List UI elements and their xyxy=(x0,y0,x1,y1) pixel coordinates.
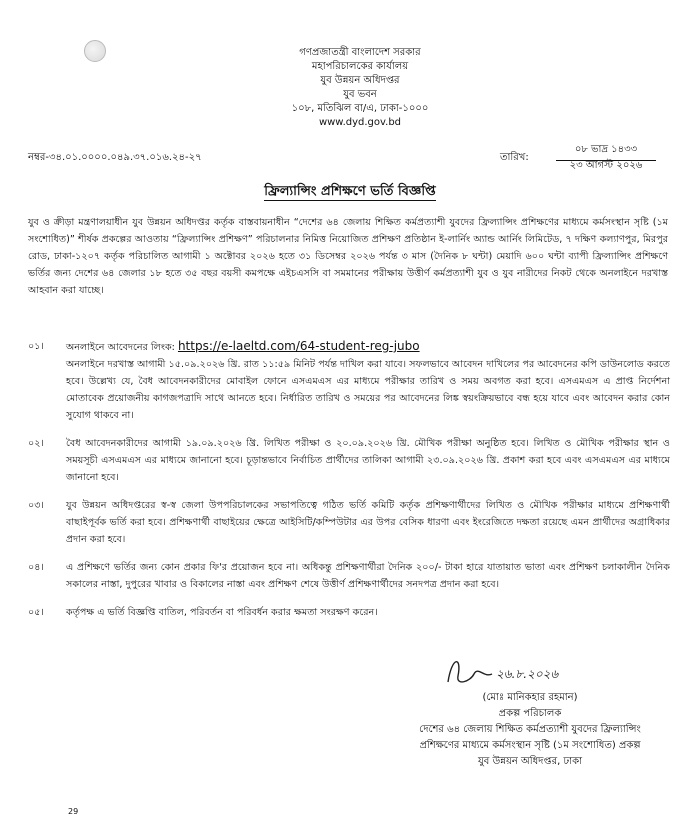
list-item xyxy=(28,435,670,486)
page-number: 29 xyxy=(68,807,79,816)
intro-paragraph: যুব ও ক্রীড়া মন্ত্রণালয়াধীন যুব উন্নয়ন অধিদপ্তর কর্তৃক বাস্তবায়নাধীন “দেশের ৬৪ জেলায় শিক্ষিত কর্মপ্রত্যাশী যুবদের ফ্রিল্যান্সিং প্রশিক্ষণের মাধ্যমে কর্মসংস্থান সৃষ্টি (১ম সংশোধিত)” শীর্ষক প্রকল্পের আওতায় “ফ্রিল্যান্সিং প্রশিক্ষণ” পরিচালনার নিমিত্ত নিয়োজিত প্রশিক্ষণ প্রতিষ্ঠান ই-লার্নিং অ্যান্ড আর্নিং লিমিটেড, ৭ দক্ষিণ কল্যাণপুর, মিরপুর রোড, ঢাকা-১২০৭ কর্তৃক পরিচালিত আগামী ১ অক্টোবর ২০২৬ হতে ৩১ ডিসেম্বর ২০২৬ পর্যন্ত ৩ মাস (দৈনিক ৮ ঘন্টা) মেয়াদি ৬০০ ঘন্টা ব্যাপী ফ্রিল্যান্সিং প্রশিক্ষণে ভর্তির জন্য দেশের ৬৪ জেলার ১৮ হতে ৩৫ বছর বয়সী কমপক্ষে এইচএসসি বা সমমানের পরীক্ষায় উত্তীর্ণ কর্মপ্রত্যাশী যুব ও যুব নারীদের নিকট থেকে অনলাইনে দরখাস্ত আহবান করা যাচ্ছে। xyxy=(28,217,668,296)
item-number: ০৪। xyxy=(28,562,44,573)
notice-title: ফ্রিল্যান্সিং প্রশিক্ষণে ভর্তি বিজ্ঞপ্তি xyxy=(264,184,436,199)
list-item xyxy=(28,338,670,424)
notice-items xyxy=(28,338,670,632)
item-text: বৈধ আবেদনকারীদের আগামী ১৯.০৯.২০২৬ খ্রি. লিখিত পরীক্ষা ও ২০.০৯.২০২৬ খ্রি. মৌখিক পরীক্ষা অনুষ্ঠিত হবে। লিখিত ও মৌখিক পরীক্ষার স্থান ও সময়সূচী এসএমএস এর মাধ্যমে জানানো হবে। চূড়ান্তভাবে নির্বাচিত প্রার্থীদের তালিকা আগামী ২৩.০৯.২০২৬ খ্রি. প্রকাশ করা হবে এবং এসএমএস এর মাধ্যমে জানানো হবে। xyxy=(66,438,670,483)
application-link[interactable]: https://e-laeltd.com/64-student-reg-jubo xyxy=(177,339,420,353)
item-number: ০৩। xyxy=(28,500,44,511)
signer-office: যুব উন্নয়ন অধিদপ্তর, ঢাকা xyxy=(478,756,582,767)
list-item xyxy=(28,497,670,548)
letterhead xyxy=(240,46,480,130)
link-prefix: অনলাইনে আবেদনের লিংক: xyxy=(66,342,175,353)
list-item xyxy=(28,604,670,621)
signer-name: (মোঃ মানিকহার রহমান) xyxy=(482,692,578,703)
item-text: এ প্রশিক্ষণে ভর্তির জন্য কোন প্রকার ফি'র প্রয়োজন হবে না। অধিকন্তু প্রশিক্ষণার্থীরা দৈনিক ২০০/- টাকা হারে যাতায়াত ভাতা এবং প্রশিক্ষণ চলাকালীন দৈনিক সকালের নাস্তা, দুপুরের খাবার ও বিকালের নাস্তা এবং প্রশিক্ষণ শেষে উত্তীর্ণ প্রশিক্ষণার্থীদের সনদপত্র প্রদান করা হবে। xyxy=(66,562,670,590)
header-line-department: যুব উন্নয়ন অধিদপ্তর xyxy=(320,75,400,86)
memo-number: নম্বর-৩৪.০১.০০০০.০৪৯.৩৭.০১৬.২৪-২৭ xyxy=(28,152,202,163)
header-line-building: যুব ভবন xyxy=(343,89,377,100)
header-line-govt: গণপ্রজাতন্ত্রী বাংলাদেশ সরকার xyxy=(299,47,421,58)
header-line-address: ১০৮, মতিঝিল বা/এ, ঢাকা-১০০০ xyxy=(291,103,429,114)
date-label: তারিখ: xyxy=(500,152,529,163)
signature-date: ২৬.৮.২০২৬ xyxy=(496,667,559,681)
signer-project-line-2: প্রশিক্ষণের মাধ্যমে কর্মসংস্থান সৃষ্টি (১ম সংশোধিত) প্রকল্প xyxy=(419,740,641,751)
notice-title-wrap xyxy=(0,180,700,203)
signer-designation: প্রকল্প পরিচালক xyxy=(498,708,562,719)
signer-block xyxy=(370,690,690,770)
signer-project-line-1: দেশের ৬৪ জেলায় শিক্ষিত কর্মপ্রত্যাশী যুবদের ফ্রিল্যান্সিং xyxy=(419,724,641,735)
list-item xyxy=(28,559,670,593)
handwritten-signature xyxy=(440,652,580,692)
item-text: কর্তৃপক্ষ এ ভর্তি বিজ্ঞপ্তি বাতিল, পরিবর্তন বা পরিবর্ধন করার ক্ষমতা সংরক্ষণ করেন। xyxy=(66,607,378,618)
date-bangla: ০৮ ভাদ্র ১৪৩৩ xyxy=(556,142,656,161)
item-number: ০২। xyxy=(28,438,44,449)
item-text: যুব উন্নয়ন অধিদপ্তরের স্ব-স্ব জেলা উপপরিচালকের সভাপতিত্বে গঠিত ভর্তি কমিটি কর্তৃক প্রশিক্ষণার্থীদের লিখিত ও মৌখিক পরীক্ষার মাধ্যমে প্রশিক্ষণার্থী বাছাইপূর্বক ভর্তি করা হবে। প্রশিক্ষণার্থী বাছাইয়ের ক্ষেত্রে আইসিটি/কম্পিউটার এর উপর বেসিক ধারণা এবং ইংরেজিতে দক্ষতা রয়েছে এমন প্রার্থীদের অগ্রাধিকার প্রদান করা হবে। xyxy=(66,500,670,545)
application-link-line xyxy=(66,338,670,356)
date-english: ২৩ আগস্ট ২০২৬ xyxy=(569,160,643,171)
punch-hole xyxy=(84,40,106,62)
item-text: অনলাইনে দরখাস্ত আগামী ১৫.০৯.২০২৬ খ্রি. রাত ১১:৫৯ মিনিট পর্যন্ত দাখিল করা যাবে। সফলভাবে আবেদন দাখিলের পর আবেদনের কপি ডাউনলোড করতে হবে। উল্লেখ্য যে, বৈধ আবেদনকারীদের মোবাইল ফোনে এসএমএস এর মাধ্যমে পরীক্ষার তারিখ ও সময় অবগত করা হবে। এসএমএস এ প্রাপ্ত নির্দেশনা মোতাবেক প্রয়োজনীয় কাগজপত্রাদি সাথে আনতে হবে। নির্ধারিত তারিখ ও সময়ের পর আবেদনের লিঙ্ক স্বয়ংক্রিয়ভাবে বন্ধ হয়ে যাবে এবং আবেদন করার কোন সুযোগ থাকবে না। xyxy=(66,359,670,421)
header-line-website[interactable]: www.dyd.gov.bd xyxy=(318,117,402,128)
item-number: ০৫। xyxy=(28,607,44,618)
header-line-office: মহাপরিচালকের কার্যালয় xyxy=(311,61,409,72)
item-number: ০১। xyxy=(28,341,44,352)
